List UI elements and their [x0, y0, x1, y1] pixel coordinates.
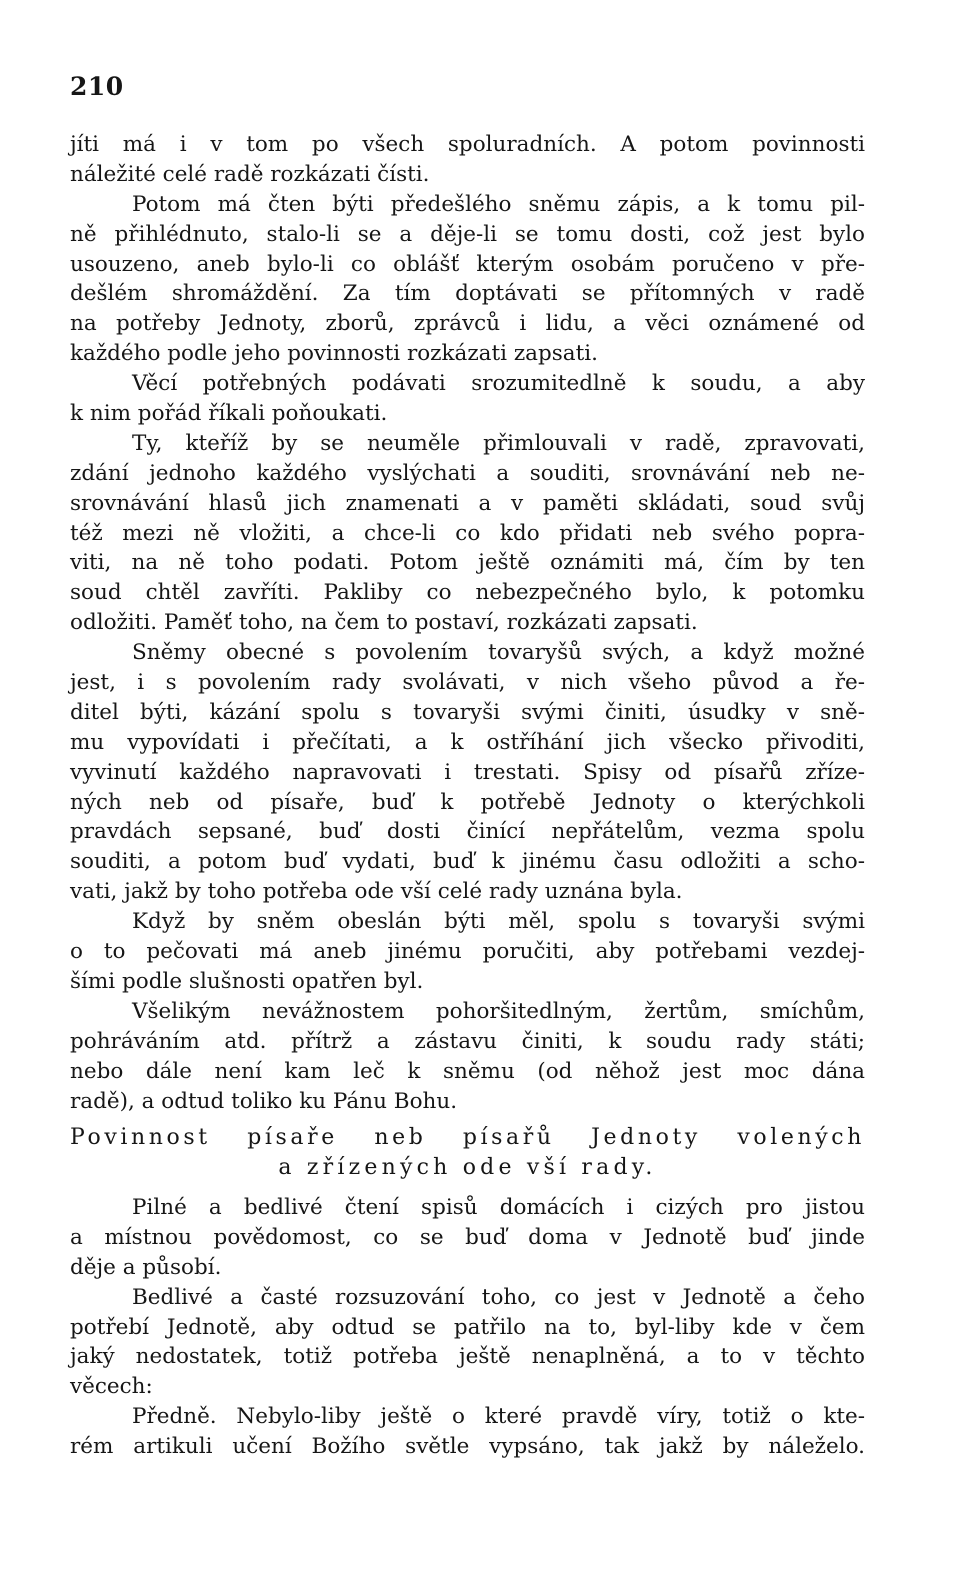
text-line: Pilné a bedlivé čtení spisů domácích i cizých pro jistou — [132, 1195, 865, 1220]
text-line: vati, jakž by toho potřeba ode vší celé rady uznána byla. — [70, 879, 683, 905]
text-line: k nim pořád říkali poňoukati. — [70, 401, 388, 427]
text-line: o to pečovati má aneb jinému poručiti, aby potřebami vezdej- — [70, 939, 865, 965]
text-line: Věcí potřebných podávati srozumitedlně k soudu, a aby — [132, 371, 865, 397]
text-line: Ty, kteříž by se neuměle přimlouvali v radě, zpravovati, — [132, 430, 865, 456]
text-line: jíti má i v tom po všech spoluradních. A potom povinnosti — [70, 132, 865, 157]
text-line: soud chtěl zavříti. Pakliby co nebezpečného bylo, k potomku — [70, 580, 865, 606]
text-line: Všelikým nevážnostem pohoršitedlným, žertům, smíchům, — [132, 998, 865, 1024]
body-text-section-2 — [70, 1193, 865, 1462]
text-line: odložiti. Paměť toho, na čem to postaví, rozkázati zapsati. — [70, 610, 698, 636]
body-text-section-1 — [70, 130, 865, 1116]
text-line: Potom má čten býti předešlého sněmu zápis, a k tomu pil- — [132, 191, 865, 217]
text-line: zdání jednoho každého vyslýchati a souditi, srovnávání neb ne- — [70, 460, 865, 486]
text-line: rém artikuli učení Božího světle vypsáno, tak jakž by náleželo. — [70, 1434, 865, 1460]
text-line: Předně. Nebylo-liby ještě o které pravdě víry, totiž o kte- — [132, 1404, 865, 1430]
text-line: a místnou povědomost, co se buď doma v Jednotě buď jinde — [70, 1224, 865, 1250]
text-line: radě), a odtud toliko ku Pánu Bohu. — [70, 1088, 458, 1114]
text-line: vyvinutí každého napravovati i trestati. Spisy od písařů zříze- — [70, 759, 865, 785]
text-line: nebo dále není kam leč k sněmu (od něhož jest moc dána — [70, 1058, 865, 1084]
text-line: též mezi ně vložiti, a chce-li co kdo přidati neb svého popra- — [70, 520, 865, 546]
section-heading — [70, 1123, 865, 1183]
text-line: pohráváním atd. přítrž a zástavu činiti, k soudu rady státi; — [70, 1028, 865, 1054]
text-line: viti, na ně toho podati. Potom ještě oznámiti má, čím by ten — [70, 550, 865, 576]
text-line: každého podle jeho povinnosti rozkázati zapsati. — [70, 341, 598, 367]
text-line: ně přihlédnuto, stalo-li se a děje-li se tomu dosti, což jest bylo — [70, 221, 865, 247]
text-line: Bedlivé a časté rozsuzování toho, co jest v Jednotě a čeho — [132, 1284, 865, 1310]
text-line: šími podle slušnosti opatřen byl. — [70, 968, 424, 994]
text-line: ných neb od písaře, buď k potřebě Jednoty o kterýchkoli — [70, 789, 865, 815]
text-line: ditel býti, kázání spolu s tovaryši svými činiti, úsudky v sně- — [70, 699, 865, 725]
text-line: potřebí Jednotě, aby odtud se patřilo na to, byl-liby kde v čem — [70, 1314, 865, 1340]
section-heading-line-2: a zřízených ode vší rady. — [278, 1155, 657, 1180]
section-heading-line-1: Povinnost písaře neb písařů Jednoty volených — [70, 1125, 865, 1150]
text-line: jaký nedostatek, totiž potřeba ještě nenaplněná, a to v těchto — [70, 1344, 865, 1370]
text-line: věcech: — [70, 1374, 153, 1400]
text-line: Když by sněm obeslán býti měl, spolu s tovaryši svými — [132, 909, 865, 935]
text-line: usouzeno, aneb bylo-li co oblášť kterým osobám poručeno v pře- — [70, 251, 865, 277]
page-number: 210 — [70, 72, 124, 101]
text-line: pravdách sepsané, buď dosti činící nepřátelům, vezma spolu — [70, 819, 865, 845]
text-line: srovnávání hlasů jich znamenati a v paměti skládati, soud svůj — [70, 490, 865, 516]
text-line: jest, i s povolením rady svolávati, v nich všeho původ a ře- — [70, 670, 865, 696]
text-line: dešlém shromáždění. Za tím doptávati se přítomných v radě — [70, 281, 865, 307]
text-line: Sněmy obecné s povolením tovaryšů svých, a když možné — [132, 640, 865, 666]
text-line: děje a působí. — [70, 1254, 222, 1280]
text-line: náležité celé radě rozkázati čísti. — [70, 161, 430, 187]
text-line: na potřeby Jednoty, zborů, zprávců i lidu, a věci oznámené od — [70, 311, 865, 337]
text-line: souditi, a potom buď vydati, buď k jinému času odložiti a scho- — [70, 849, 865, 875]
text-line: mu vypovídati i přečítati, a k ostříhání jich všecko přivoditi, — [70, 729, 865, 755]
